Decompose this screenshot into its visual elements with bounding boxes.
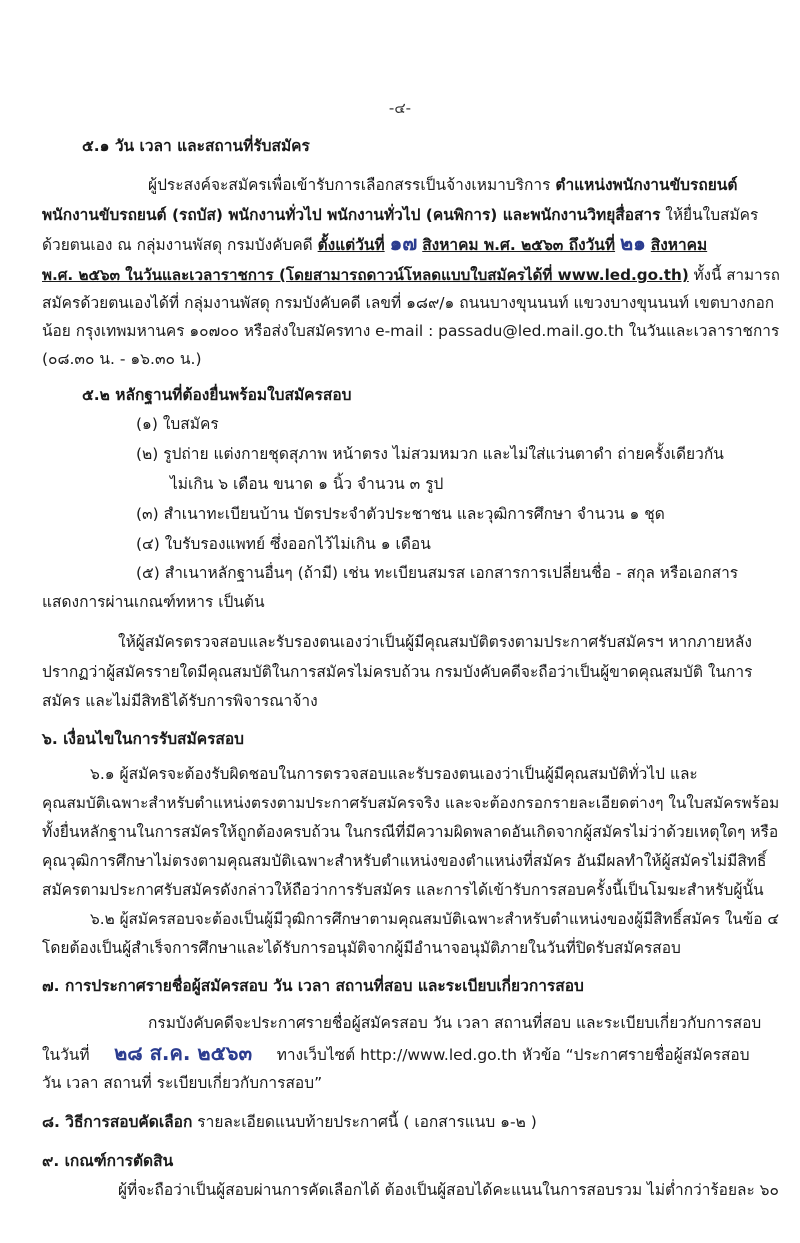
s9-line-1: ผู้ที่จะถือว่าเป็นผู้สอบผ่านการคัดเลือกได้ ต้องเป็นผู้สอบได้คะแนนในการสอบรวม ไม่ต่ำกว่าร้อยละ ๖๐ <box>118 1181 779 1199</box>
s6-1-line-5: สมัครตามประกาศรับสมัครดังกล่าวให้ถือว่าการรับสมัคร และการได้เข้ารับการสอบครั้งนี้เป็นโมฆะสำหรับผู้นั้น <box>42 881 764 899</box>
handwritten-date: ๒๘ ส.ค. ๒๕๖๓ <box>114 1041 253 1065</box>
s7-line-1: กรมบังคับคดีจะประกาศรายชื่อผู้สมัครสอบ วัน เวลา สถานที่สอบ และระเบียบเกี่ยวกับการสอบ <box>148 1014 762 1032</box>
s6-1-line-1: ๖.๑ ผู้สมัครจะต้องรับผิดชอบในการตรวจสอบและรับรองตนเองว่าเป็นผู้มีคุณสมบัติทั่วไป และ <box>90 765 698 783</box>
s6-1-line-3: ทั้งยื่นหลักฐานในการสมัครให้ถูกต้องครบถ้วน ในกรณีที่มีความผิดพลาดอันเกิดจากผู้สมัครไม่ว่าด้วยเหตุใดๆ หรือ <box>42 823 779 841</box>
s51-line-7: (๐๘.๓๐ น. - ๑๖.๓๐ น.) <box>42 350 202 368</box>
s51-line-2: พนักงานขับรถยนต์ (รถบัส) พนักงานทั่วไป พนักงานทั่วไป (คนพิการ) และพนักงานวิทยุสื่อสาร ให้ยื่นใบสมัคร <box>42 206 759 224</box>
s52-item-2-cont: ไม่เกิน ๖ เดือน ขนาด ๑ นิ้ว จำนวน ๓ รูป <box>170 475 444 493</box>
s51-line-6: น้อย กรุงเทพมหานคร ๑๐๗๐๐ หรือส่งใบสมัครทาง e-mail : passadu@led.mail.go.th ในวันและเวลาราชการ <box>42 322 780 340</box>
s52-item-3: (๓) สำเนาทะเบียนบ้าน บัตรประจำตัวประชาชน และวุฒิการศึกษา จำนวน ๑ ชุด <box>136 505 665 523</box>
s6-1-line-2: คุณสมบัติเฉพาะสำหรับตำแหน่งตรงตามประกาศรับสมัครจริง และจะต้องกรอกรายละเอียดต่างๆ ในใบสมัครพร้อม <box>42 794 780 812</box>
section-6-heading: ๖. เงื่อนไขในการรับสมัครสอบ <box>42 730 245 748</box>
s52-item-1: (๑) ใบสมัคร <box>136 415 219 433</box>
s7-line-3: วัน เวลา สถานที่ ระเบียบเกี่ยวกับการสอบ” <box>42 1074 323 1092</box>
s52-item-5-cont: แสดงการผ่านเกณฑ์ทหาร เป็นต้น <box>42 593 265 611</box>
section-8-heading: ๘. วิธีการสอบคัดเลือก <box>42 1113 193 1131</box>
section-8: ๘. วิธีการสอบคัดเลือก รายละเอียดแนบท้ายประกาศนี้ ( เอกสารแนบ ๑-๒ ) <box>42 1113 537 1131</box>
page-number: -๔- <box>388 99 412 117</box>
s6-2-line-1: ๖.๒ ผู้สมัครสอบจะต้องเป็นผู้มีวุฒิการศึกษาตามคุณสมบัติเฉพาะสำหรับตำแหน่งของผู้มีสิทธิ์สมัคร ในข้อ ๔ <box>90 910 779 928</box>
s51-line-5: สมัครด้วยตนเองได้ที่ กลุ่มงานพัสดุ กรมบังคับคดี เลขที่ ๑๘๙/๑ ถนนบางขุนนนท์ แขวงบางขุนนนท์ เขตบางกอก <box>42 294 775 312</box>
s52-item-4: (๔) ใบรับรองแพทย์ ซึ่งออกไว้ไม่เกิน ๑ เดือน <box>136 535 431 553</box>
section-9-heading: ๙. เกณฑ์การตัดสิน <box>42 1152 174 1170</box>
section-5-2-heading: ๕.๒ หลักฐานที่ต้องยื่นพร้อมใบสมัครสอบ <box>82 386 352 404</box>
s52-item-2: (๒) รูปถ่าย แต่งกายชุดสุภาพ หน้าตรง ไม่สวมหมวก และไม่ใส่แว่นตาดำ ถ่ายครั้งเดียวกัน <box>136 445 724 463</box>
s51-line-1: ผู้ประสงค์จะสมัครเพื่อเข้ารับการเลือกสรรเป็นจ้างเหมาบริการ ตำแหน่งพนักงานขับรถยนต์ <box>148 176 738 194</box>
section-5-1-heading: ๕.๑ วัน เวลา และสถานที่รับสมัคร <box>82 137 310 155</box>
s7-line-2: ในวันที่ ๒๘ ส.ค. ๒๕๖๓ ทางเว็บไซต์ http://www.led.go.th หัวข้อ “ประกาศรายชื่อผู้สมัครสอบ <box>42 1041 750 1065</box>
section-7-heading: ๗. การประกาศรายชื่อผู้สมัครสอบ วัน เวลา สถานที่สอบ และระเบียบเกี่ยวการสอบ <box>42 977 584 995</box>
s51-line-4: พ.ศ. ๒๕๖๓ ในวันและเวลาราชการ (โดยสามารถดาวน์โหลดแบบใบสมัครได้ที่ www.led.go.th) ทั้งนี้ สามารถ <box>42 266 780 284</box>
s51-line-3: ด้วยตนเอง ณ กลุ่มงานพัสดุ กรมบังคับคดี ตั้งแต่วันที่ ๑๗ สิงหาคม พ.ศ. ๒๕๖๓ ถึงวันที่ ๒๑ สิงหาคม <box>42 231 708 255</box>
s6-1-line-4: คุณวุฒิการศึกษาไม่ตรงตามคุณสมบัติเฉพาะสำหรับตำแหน่งของตำแหน่งที่สมัคร อันมีผลทำให้ผู้สมัครไม่มีสิทธิ์ <box>42 852 767 870</box>
s52-item-5: (๕) สำเนาหลักฐานอื่นๆ (ถ้ามี) เช่น ทะเบียนสมรส เอกสารการเปลี่ยนชื่อ - สกุล หรือเอกสาร <box>136 564 739 582</box>
s52-para-line-1: ให้ผู้สมัครตรวจสอบและรับรองตนเองว่าเป็นผู้มีคุณสมบัติตรงตามประกาศรับสมัครฯ หากภายหลัง <box>118 633 752 651</box>
s52-para-line-3: สมัคร และไม่มีสิทธิได้รับการพิจารณาจ้าง <box>42 692 318 710</box>
s52-para-line-2: ปรากฏว่าผู้สมัครรายใดมีคุณสมบัติในการสมัครไม่ครบถ้วน กรมบังคับคดีจะถือว่าเป็นผู้ขาดคุณสมบัติ ในการ <box>42 663 753 681</box>
s6-2-line-2: โดยต้องเป็นผู้สำเร็จการศึกษาและได้รับการอนุมัติจากผู้มีอำนาจอนุมัติภายในวันที่ปิดรับสมัครสอบ <box>42 939 681 957</box>
